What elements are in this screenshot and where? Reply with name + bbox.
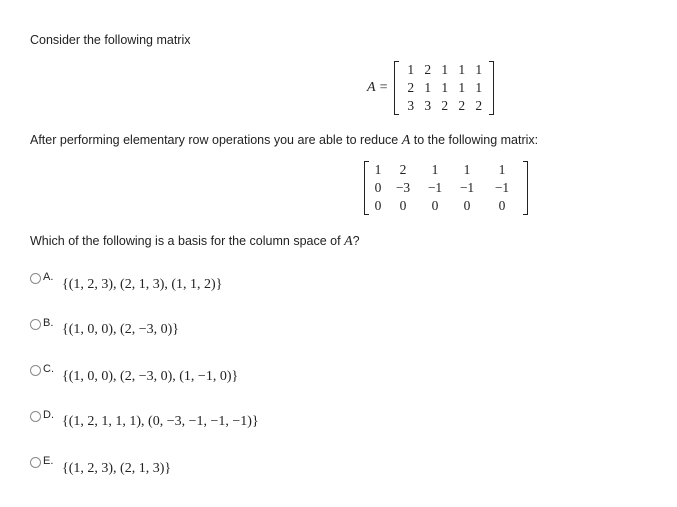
matrix-r-cell: −1	[427, 180, 443, 195]
matrix-a-cell: 1	[441, 80, 449, 95]
matrix-r-cell: 1	[374, 162, 382, 177]
matrix-a-cell: 3	[407, 98, 415, 113]
matrix-r-cell: 1	[463, 162, 471, 177]
question-text	[30, 234, 360, 250]
intro-text: Consider the following matrix	[30, 33, 191, 47]
matrix-a-cell: 1	[475, 80, 483, 95]
option-e-text[interactable]: {(1, 2, 3), (2, 1, 3)}	[62, 461, 172, 476]
option-a-text[interactable]: {(1, 2, 3), (2, 1, 3), (1, 1, 2)}	[62, 277, 223, 292]
option-a-letter: A.	[43, 271, 54, 283]
matrix-a-cell: 1	[458, 80, 466, 95]
matrix-a-block	[367, 61, 494, 115]
matrix-r-cell: 1	[498, 162, 506, 177]
matrix-r-cell: 0	[374, 180, 382, 195]
reduce-sentence	[30, 133, 538, 149]
option-e[interactable]	[30, 455, 53, 468]
radio-b[interactable]	[30, 319, 41, 330]
matrix-r-cell: 0	[431, 198, 439, 213]
option-e-letter: E.	[43, 455, 54, 467]
option-c-text[interactable]: {(1, 0, 0), (2, −3, 0), (1, −1, 0)}	[62, 369, 239, 384]
option-b-text[interactable]: {(1, 0, 0), (2, −3, 0)}	[62, 322, 179, 337]
option-a[interactable]	[30, 271, 53, 284]
reduce-text-before: After performing elementary row operations you are able to reduce	[30, 133, 399, 147]
matrix-r-cell: 0	[374, 198, 382, 213]
matrix-r-cell: 1	[431, 162, 439, 177]
question-after: ?	[352, 234, 360, 248]
option-b-letter: B.	[43, 317, 54, 329]
matrix-a-cell: 1	[458, 62, 466, 77]
question-before: Which of the following is a basis for the column space of	[30, 234, 341, 248]
matrix-a-left-bracket	[394, 61, 399, 115]
matrix-a-cell: 1	[475, 62, 483, 77]
matrix-a-cell: 1	[407, 62, 415, 77]
matrix-r-cell: 2	[399, 162, 407, 177]
reduce-text-after: to the following matrix:	[413, 133, 539, 147]
question-var: A	[344, 234, 353, 249]
matrix-reduced	[364, 161, 528, 215]
matrix-r-left-bracket	[364, 161, 369, 215]
matrix-r-cell: −1	[494, 180, 510, 195]
matrix-a-cell: 1	[441, 62, 449, 77]
matrix-r-right-bracket	[523, 161, 528, 215]
radio-a[interactable]	[30, 273, 41, 284]
option-c-letter: C.	[43, 363, 54, 375]
matrix-a-cell: 1	[424, 80, 432, 95]
matrix-r-cell: 0	[463, 198, 471, 213]
matrix-r-cell: −3	[395, 180, 411, 195]
option-c[interactable]	[30, 363, 54, 376]
matrix-r-block	[364, 161, 528, 215]
matrix-r-cell: 0	[498, 198, 506, 213]
radio-c[interactable]	[30, 365, 41, 376]
matrix-a-cell: 2	[424, 62, 432, 77]
matrix-a-label: A =	[367, 80, 389, 95]
matrix-a	[394, 61, 494, 115]
option-d[interactable]	[30, 409, 54, 422]
matrix-a-cell: 2	[458, 98, 466, 113]
matrix-r-cell: 0	[399, 198, 407, 213]
radio-d[interactable]	[30, 411, 41, 422]
matrix-a-right-bracket	[489, 61, 494, 115]
option-d-text[interactable]: {(1, 2, 1, 1, 1), (0, −3, −1, −1, −1)}	[62, 414, 259, 429]
matrix-a-cell: 2	[407, 80, 415, 95]
matrix-r-cell: −1	[459, 180, 475, 195]
matrix-a-cell: 2	[441, 98, 449, 113]
reduce-text-var: A	[401, 133, 411, 148]
matrix-a-cell: 3	[424, 98, 432, 113]
matrix-a-cell: 2	[475, 98, 483, 113]
option-b[interactable]	[30, 317, 53, 330]
option-d-letter: D.	[43, 409, 54, 421]
radio-e[interactable]	[30, 457, 41, 468]
